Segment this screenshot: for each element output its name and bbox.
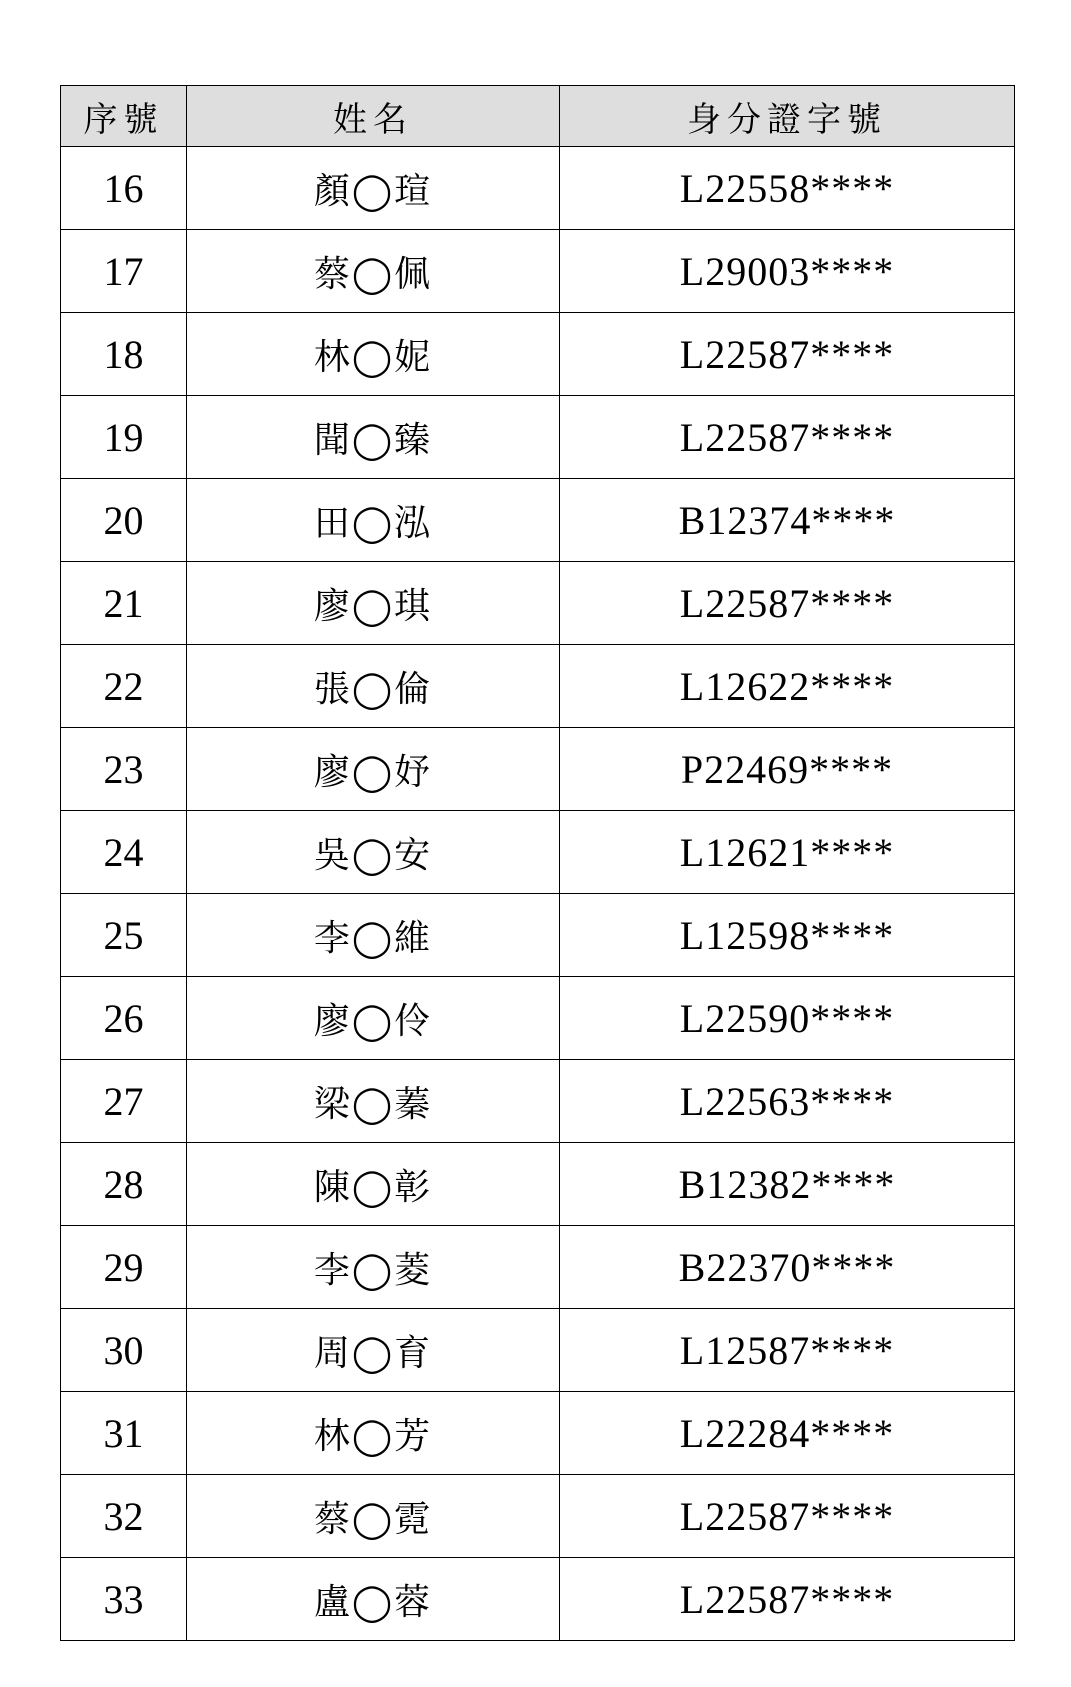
cell-id: L22587**** (560, 396, 1015, 479)
cell-id: L22587**** (560, 562, 1015, 645)
header-seq: 序號 (61, 86, 187, 147)
roster-table-container (60, 85, 1014, 1641)
cell-name: 蔡◯霓 (187, 1475, 560, 1558)
cell-name: 李◯菱 (187, 1226, 560, 1309)
cell-id: L22587**** (560, 1558, 1015, 1641)
cell-id: B12374**** (560, 479, 1015, 562)
cell-seq: 24 (61, 811, 187, 894)
cell-seq: 33 (61, 1558, 187, 1641)
cell-id: P22469**** (560, 728, 1015, 811)
roster-table (60, 85, 1015, 1641)
cell-name: 廖◯琪 (187, 562, 560, 645)
table-row (61, 1392, 1015, 1475)
cell-id: B12382**** (560, 1143, 1015, 1226)
cell-id: L22590**** (560, 977, 1015, 1060)
cell-id: L12587**** (560, 1309, 1015, 1392)
cell-seq: 21 (61, 562, 187, 645)
cell-name: 林◯妮 (187, 313, 560, 396)
cell-name: 田◯泓 (187, 479, 560, 562)
cell-seq: 22 (61, 645, 187, 728)
cell-seq: 26 (61, 977, 187, 1060)
cell-name: 李◯維 (187, 894, 560, 977)
table-body (61, 147, 1015, 1641)
cell-seq: 28 (61, 1143, 187, 1226)
table-row (61, 147, 1015, 230)
cell-id: L29003**** (560, 230, 1015, 313)
cell-seq: 16 (61, 147, 187, 230)
table-row (61, 313, 1015, 396)
cell-name: 周◯育 (187, 1309, 560, 1392)
header-name: 姓名 (187, 86, 560, 147)
table-row (61, 479, 1015, 562)
cell-name: 廖◯妤 (187, 728, 560, 811)
table-row (61, 977, 1015, 1060)
table-row (61, 1309, 1015, 1392)
header-id: 身分證字號 (560, 86, 1015, 147)
cell-seq: 23 (61, 728, 187, 811)
table-row (61, 396, 1015, 479)
cell-name: 梁◯蓁 (187, 1060, 560, 1143)
cell-seq: 29 (61, 1226, 187, 1309)
cell-id: L12621**** (560, 811, 1015, 894)
cell-name: 林◯芳 (187, 1392, 560, 1475)
cell-seq: 27 (61, 1060, 187, 1143)
table-row (61, 1226, 1015, 1309)
table-row (61, 894, 1015, 977)
table-row (61, 728, 1015, 811)
cell-name: 吳◯安 (187, 811, 560, 894)
cell-seq: 30 (61, 1309, 187, 1392)
cell-seq: 19 (61, 396, 187, 479)
table-row (61, 1060, 1015, 1143)
table-row (61, 1558, 1015, 1641)
cell-seq: 18 (61, 313, 187, 396)
cell-name: 陳◯彰 (187, 1143, 560, 1226)
cell-id: L22558**** (560, 147, 1015, 230)
cell-seq: 31 (61, 1392, 187, 1475)
cell-name: 盧◯蓉 (187, 1558, 560, 1641)
cell-id: B22370**** (560, 1226, 1015, 1309)
cell-id: L12598**** (560, 894, 1015, 977)
cell-id: L22587**** (560, 1475, 1015, 1558)
cell-id: L12622**** (560, 645, 1015, 728)
cell-name: 廖◯伶 (187, 977, 560, 1060)
cell-name: 張◯倫 (187, 645, 560, 728)
cell-seq: 17 (61, 230, 187, 313)
cell-seq: 20 (61, 479, 187, 562)
table-row (61, 645, 1015, 728)
cell-id: L22284**** (560, 1392, 1015, 1475)
cell-seq: 32 (61, 1475, 187, 1558)
cell-id: L22587**** (560, 313, 1015, 396)
table-header (61, 86, 1015, 147)
table-row (61, 1143, 1015, 1226)
table-row (61, 811, 1015, 894)
cell-id: L22563**** (560, 1060, 1015, 1143)
cell-seq: 25 (61, 894, 187, 977)
cell-name: 聞◯臻 (187, 396, 560, 479)
table-row (61, 562, 1015, 645)
cell-name: 蔡◯佩 (187, 230, 560, 313)
header-row (61, 86, 1015, 147)
table-row (61, 1475, 1015, 1558)
cell-name: 顏◯瑄 (187, 147, 560, 230)
table-row (61, 230, 1015, 313)
